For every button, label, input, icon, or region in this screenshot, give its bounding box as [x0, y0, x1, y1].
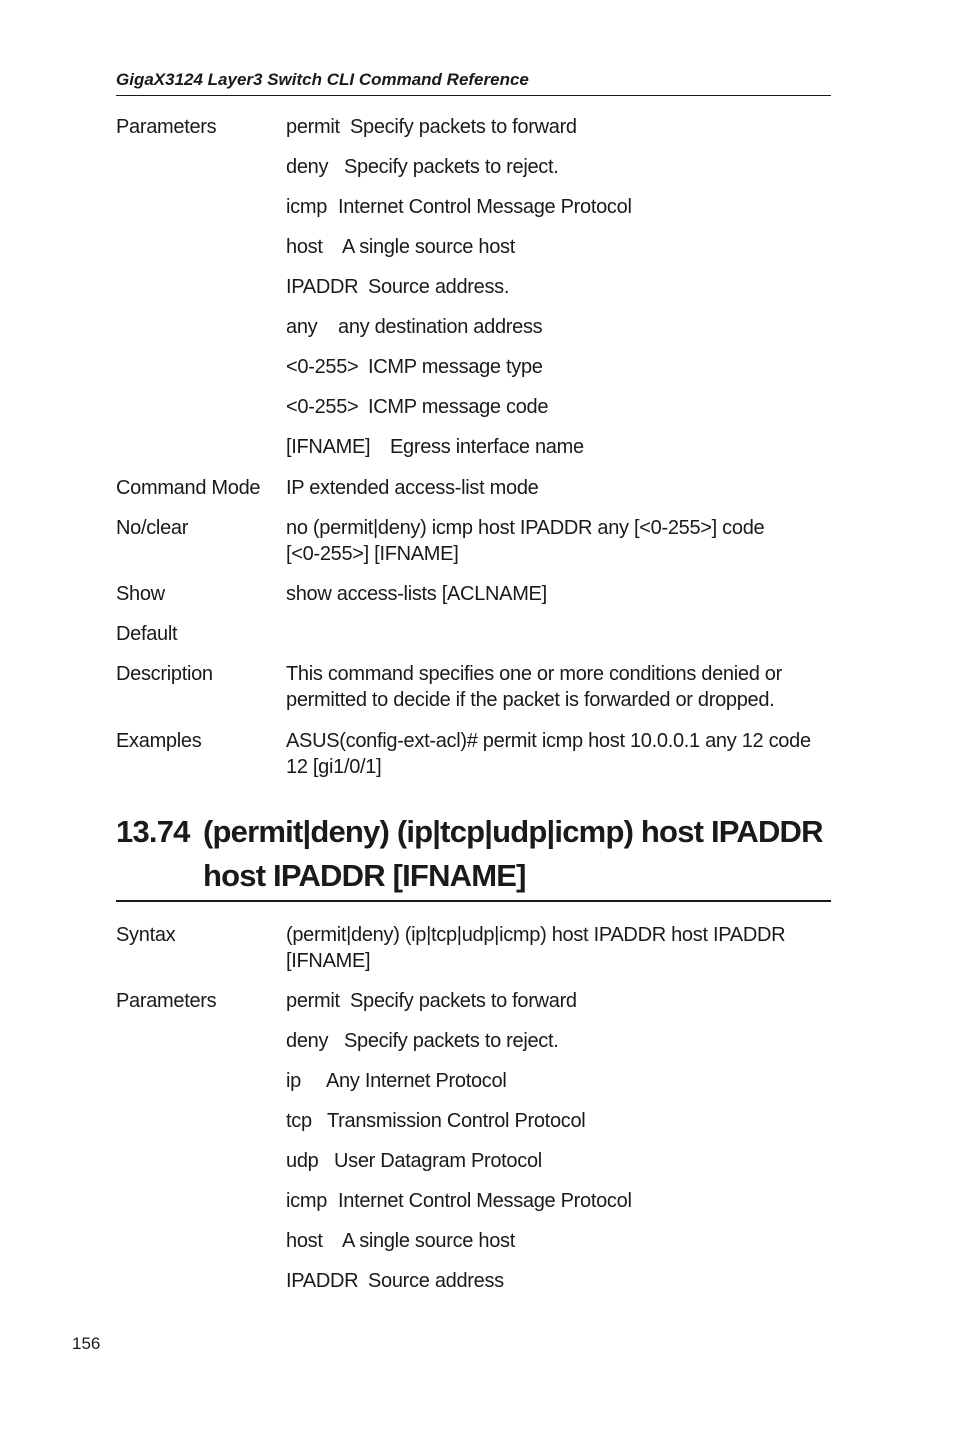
param-term: <0-255>: [286, 396, 359, 418]
param-desc: User Datagram Protocol: [334, 1150, 542, 1172]
parameters-label: Parameters: [116, 116, 217, 138]
param-term: any: [286, 316, 318, 338]
description-label: Description: [116, 663, 213, 685]
param-term: host: [286, 236, 323, 258]
page-number: 156: [72, 1334, 101, 1353]
param-desc: Specify packets to forward: [350, 990, 577, 1012]
param-term: <0-255>: [286, 356, 359, 378]
section-number: 13.74: [116, 814, 190, 849]
command-mode-value: IP extended access-list mode: [286, 477, 539, 499]
command-mode-label: Command Mode: [116, 477, 261, 499]
parameters-label: Parameters: [116, 990, 217, 1012]
section-title: (permit|deny) (ip|tcp|udp|icmp) host IPADDR host IPADDR [IFNAME]: [203, 814, 823, 893]
param-term: IPADDR: [286, 1270, 359, 1292]
param-term: tcp: [286, 1110, 312, 1132]
default-label: Default: [116, 623, 178, 645]
param-term: IPADDR: [286, 276, 359, 298]
param-term: permit: [286, 990, 340, 1012]
param-desc: any destination address: [338, 316, 543, 338]
param-term: deny: [286, 1030, 329, 1052]
param-desc: A single source host: [342, 236, 515, 258]
param-desc: Internet Control Message Protocol: [338, 1190, 632, 1212]
noclear-label: No/clear: [116, 517, 189, 539]
param-desc: Specify packets to reject.: [344, 156, 559, 178]
header-rule: [116, 95, 831, 96]
param-term: deny: [286, 156, 329, 178]
param-desc: ICMP message type: [368, 356, 543, 378]
param-desc: Specify packets to reject.: [344, 1030, 559, 1052]
noclear-line: no (permit|deny) icmp host IPADDR any [<0-255>] code: [286, 517, 765, 539]
param-desc: Internet Control Message Protocol: [338, 196, 632, 218]
examples-label: Examples: [116, 730, 202, 752]
param-desc: Any Internet Protocol: [326, 1070, 507, 1092]
syntax-label: Syntax: [116, 924, 176, 946]
param-desc: Source address: [368, 1270, 504, 1292]
param-desc: Specify packets to forward: [350, 116, 577, 138]
syntax-line: (permit|deny) (ip|tcp|udp|icmp) host IPADDR host IPADDR: [286, 924, 786, 946]
param-term: [IFNAME]: [286, 436, 371, 458]
param-desc: Egress interface name: [390, 436, 584, 458]
show-label: Show: [116, 583, 165, 605]
param-desc: Transmission Control Protocol: [327, 1110, 586, 1132]
param-term: udp: [286, 1150, 319, 1172]
param-term: host: [286, 1230, 323, 1252]
param-term: icmp: [286, 196, 328, 218]
running-header: GigaX3124 Layer3 Switch CLI Command Reference: [116, 70, 529, 89]
param-desc: Source address.: [368, 276, 510, 298]
noclear-line: [<0-255>] [IFNAME]: [286, 543, 459, 565]
param-term: ip: [286, 1070, 301, 1092]
param-term: icmp: [286, 1190, 328, 1212]
show-value: show access-lists [ACLNAME]: [286, 583, 547, 605]
examples-line: ASUS(config-ext-acl)# permit icmp host 10.0.0.1 any 12 code: [286, 730, 811, 752]
description-line: permitted to decide if the packet is forwarded or dropped.: [286, 689, 775, 711]
param-desc: ICMP message code: [368, 396, 549, 418]
syntax-line: [IFNAME]: [286, 950, 371, 972]
param-term: permit: [286, 116, 340, 138]
param-desc: A single source host: [342, 1230, 515, 1252]
examples-line: 12 [gi1/0/1]: [286, 756, 382, 778]
description-line: This command specifies one or more conditions denied or: [286, 663, 782, 685]
section-rule: [116, 900, 831, 902]
